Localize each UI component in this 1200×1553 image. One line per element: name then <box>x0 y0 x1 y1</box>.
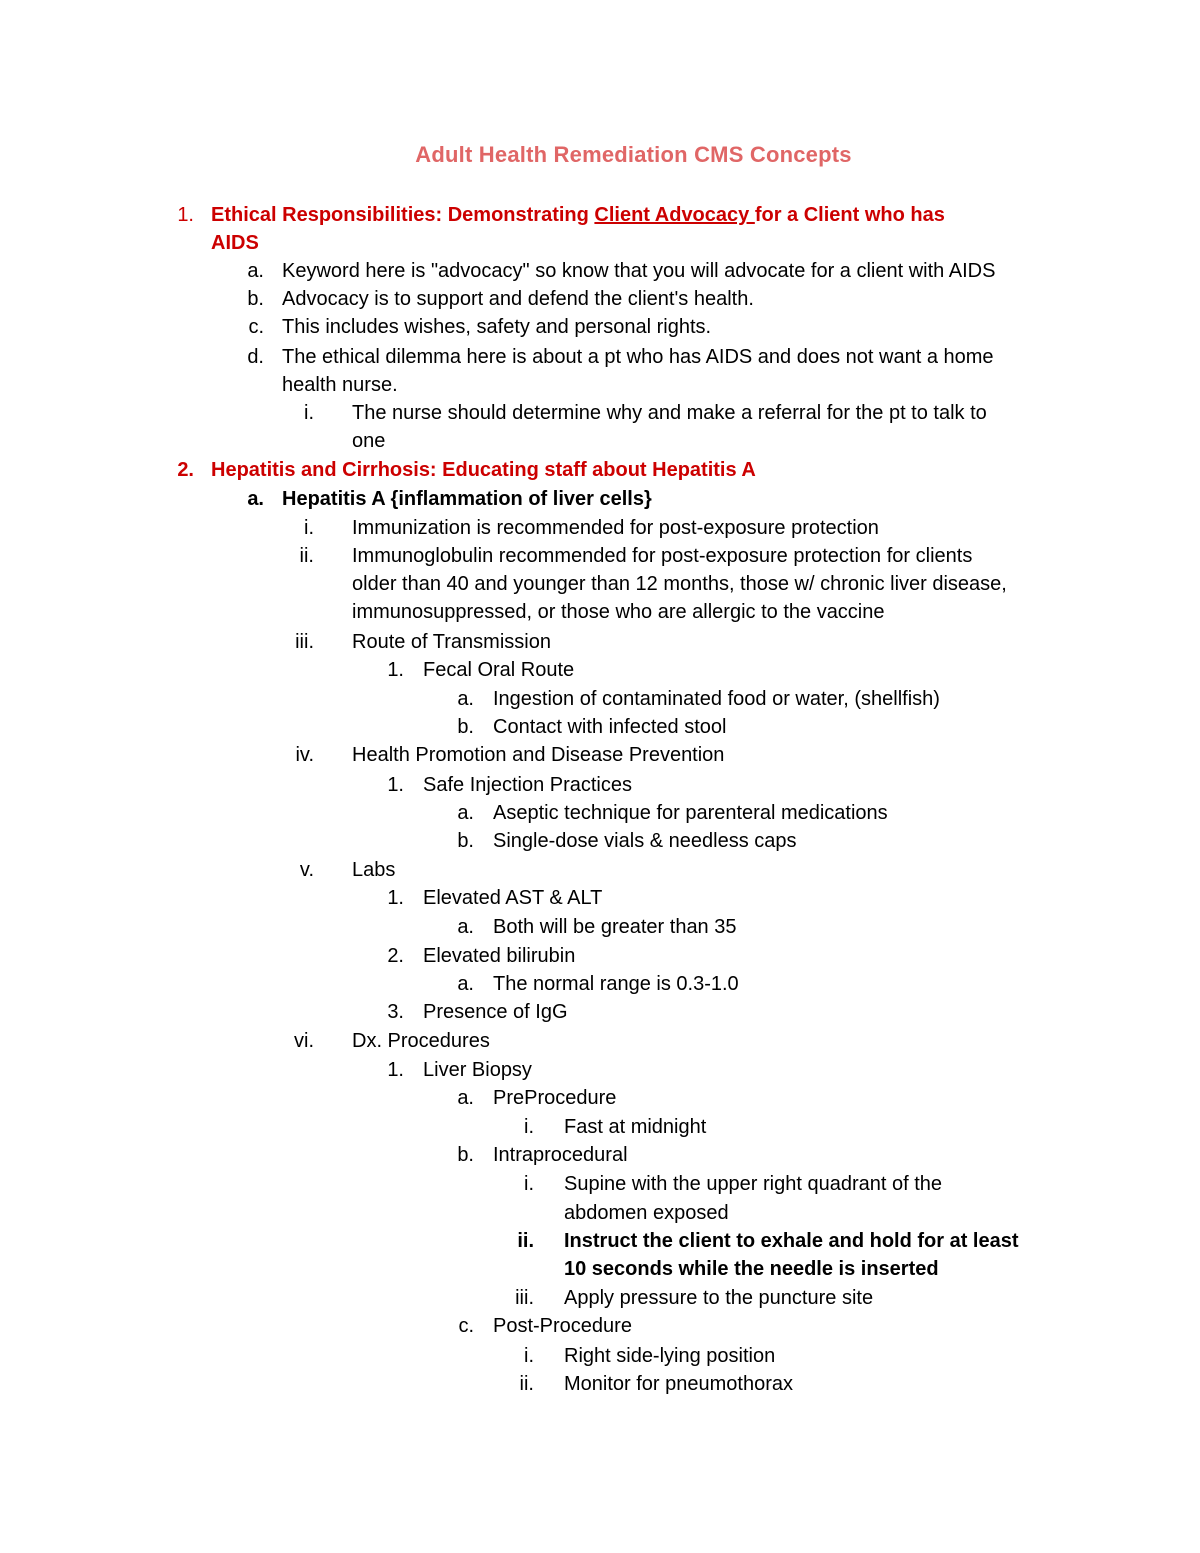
list-item: Elevated bilirubin <box>423 945 576 967</box>
list-item: The normal range is 0.3-1.0 <box>493 973 739 995</box>
list-marker: 2. <box>387 945 404 967</box>
list-item: Keyword here is "advocacy" so know that you will advocate for a client with AIDS <box>282 260 996 282</box>
list-item: Post-Procedure <box>493 1315 632 1337</box>
list-marker: a. <box>457 973 474 995</box>
list-marker: b. <box>247 288 264 310</box>
section-heading-cont: AIDS <box>211 232 259 254</box>
list-item: Both will be greater than 35 <box>493 916 737 938</box>
list-item-cont: health nurse. <box>282 374 398 396</box>
list-item: Intraprocedural <box>493 1144 628 1166</box>
list-item-cont: abdomen exposed <box>564 1202 729 1224</box>
list-marker: iii. <box>515 1287 534 1309</box>
list-marker: 1. <box>387 774 404 796</box>
list-item: Monitor for pneumothorax <box>564 1373 794 1395</box>
subsection-heading: Hepatitis A {inflammation of liver cells} <box>282 488 652 510</box>
list-item: Aseptic technique for parenteral medications <box>493 802 888 824</box>
list-item: The nurse should determine why and make a referral for the pt to talk to <box>352 402 987 424</box>
list-marker: a. <box>247 488 264 510</box>
list-item: Health Promotion and Disease Prevention <box>352 744 725 766</box>
list-item: Labs <box>352 859 396 881</box>
list-marker: a. <box>457 1087 474 1109</box>
list-item: Single-dose vials & needless caps <box>493 830 797 852</box>
list-marker: 1. <box>387 659 404 681</box>
list-marker: a. <box>457 802 474 824</box>
list-item: Immunization is recommended for post-exposure protection <box>352 517 879 539</box>
list-marker: b. <box>457 716 474 738</box>
page-title: Adult Health Remediation CMS Concepts <box>415 142 852 167</box>
list-marker: 1. <box>177 204 194 226</box>
list-item: Immunoglobulin recommended for post-exposure protection for clients <box>352 545 973 567</box>
list-item: Advocacy is to support and defend the client's health. <box>282 288 754 310</box>
list-marker: iv. <box>295 744 314 766</box>
list-marker: b. <box>457 830 474 852</box>
list-marker: 3. <box>387 1001 404 1023</box>
list-item-cont: older than 40 and younger than 12 months, those w/ chronic liver disease, <box>352 573 1007 595</box>
list-marker: d. <box>247 346 264 368</box>
list-marker: i. <box>304 402 314 424</box>
heading-text: Ethical Responsibilities: Demonstrating <box>211 204 595 226</box>
list-marker: b. <box>457 1144 474 1166</box>
list-marker: v. <box>299 859 314 881</box>
list-marker: ii. <box>519 1373 534 1395</box>
list-item: Route of Transmission <box>352 631 551 653</box>
list-item: Fast at midnight <box>564 1116 707 1138</box>
section-heading: Hepatitis and Cirrhosis: Educating staff about Hepatitis A <box>211 459 756 481</box>
list-marker: 2. <box>177 459 194 481</box>
list-item: This includes wishes, safety and personal rights. <box>282 316 712 338</box>
list-item: Right side-lying position <box>564 1345 776 1367</box>
heading-text: for a Client who has <box>754 204 945 226</box>
list-marker: 1. <box>387 887 404 909</box>
list-item-emphasis-cont: 10 seconds while the needle is inserted <box>564 1258 939 1280</box>
list-marker: i. <box>304 517 314 539</box>
list-marker: ii. <box>299 545 314 567</box>
list-marker: vi. <box>294 1030 314 1052</box>
list-marker: c. <box>458 1315 474 1337</box>
list-item: Fecal Oral Route <box>423 659 575 681</box>
list-marker: a. <box>457 916 474 938</box>
list-item: Presence of IgG <box>423 1001 568 1023</box>
list-item: Dx. Procedures <box>352 1030 490 1052</box>
list-item: Ingestion of contaminated food or water, (shellfish) <box>493 688 940 710</box>
list-item: The ethical dilemma here is about a pt who has AIDS and does not want a home <box>282 346 994 368</box>
list-marker: c. <box>248 316 264 338</box>
list-marker: a. <box>457 688 474 710</box>
list-item: PreProcedure <box>493 1087 617 1109</box>
list-item: Apply pressure to the puncture site <box>564 1287 874 1309</box>
list-item: Elevated AST & ALT <box>423 887 603 909</box>
list-item: Liver Biopsy <box>423 1059 532 1081</box>
list-item: Supine with the upper right quadrant of the <box>564 1173 943 1195</box>
section-heading <box>211 201 945 229</box>
list-item: Safe Injection Practices <box>423 774 632 796</box>
list-marker: i. <box>524 1173 534 1195</box>
list-marker: a. <box>247 260 264 282</box>
list-marker: i. <box>524 1345 534 1367</box>
list-item-emphasis: Instruct the client to exhale and hold for at least <box>564 1230 1019 1252</box>
list-item-cont: one <box>352 430 386 452</box>
list-marker: 1. <box>387 1059 404 1081</box>
list-item: Contact with infected stool <box>493 716 727 738</box>
list-marker: ii. <box>517 1230 534 1252</box>
heading-link-text: Client Advocacy <box>594 204 755 226</box>
list-marker: i. <box>524 1116 534 1138</box>
list-marker: iii. <box>295 631 314 653</box>
list-item-cont: immunosuppressed, or those who are allergic to the vaccine <box>352 601 885 623</box>
